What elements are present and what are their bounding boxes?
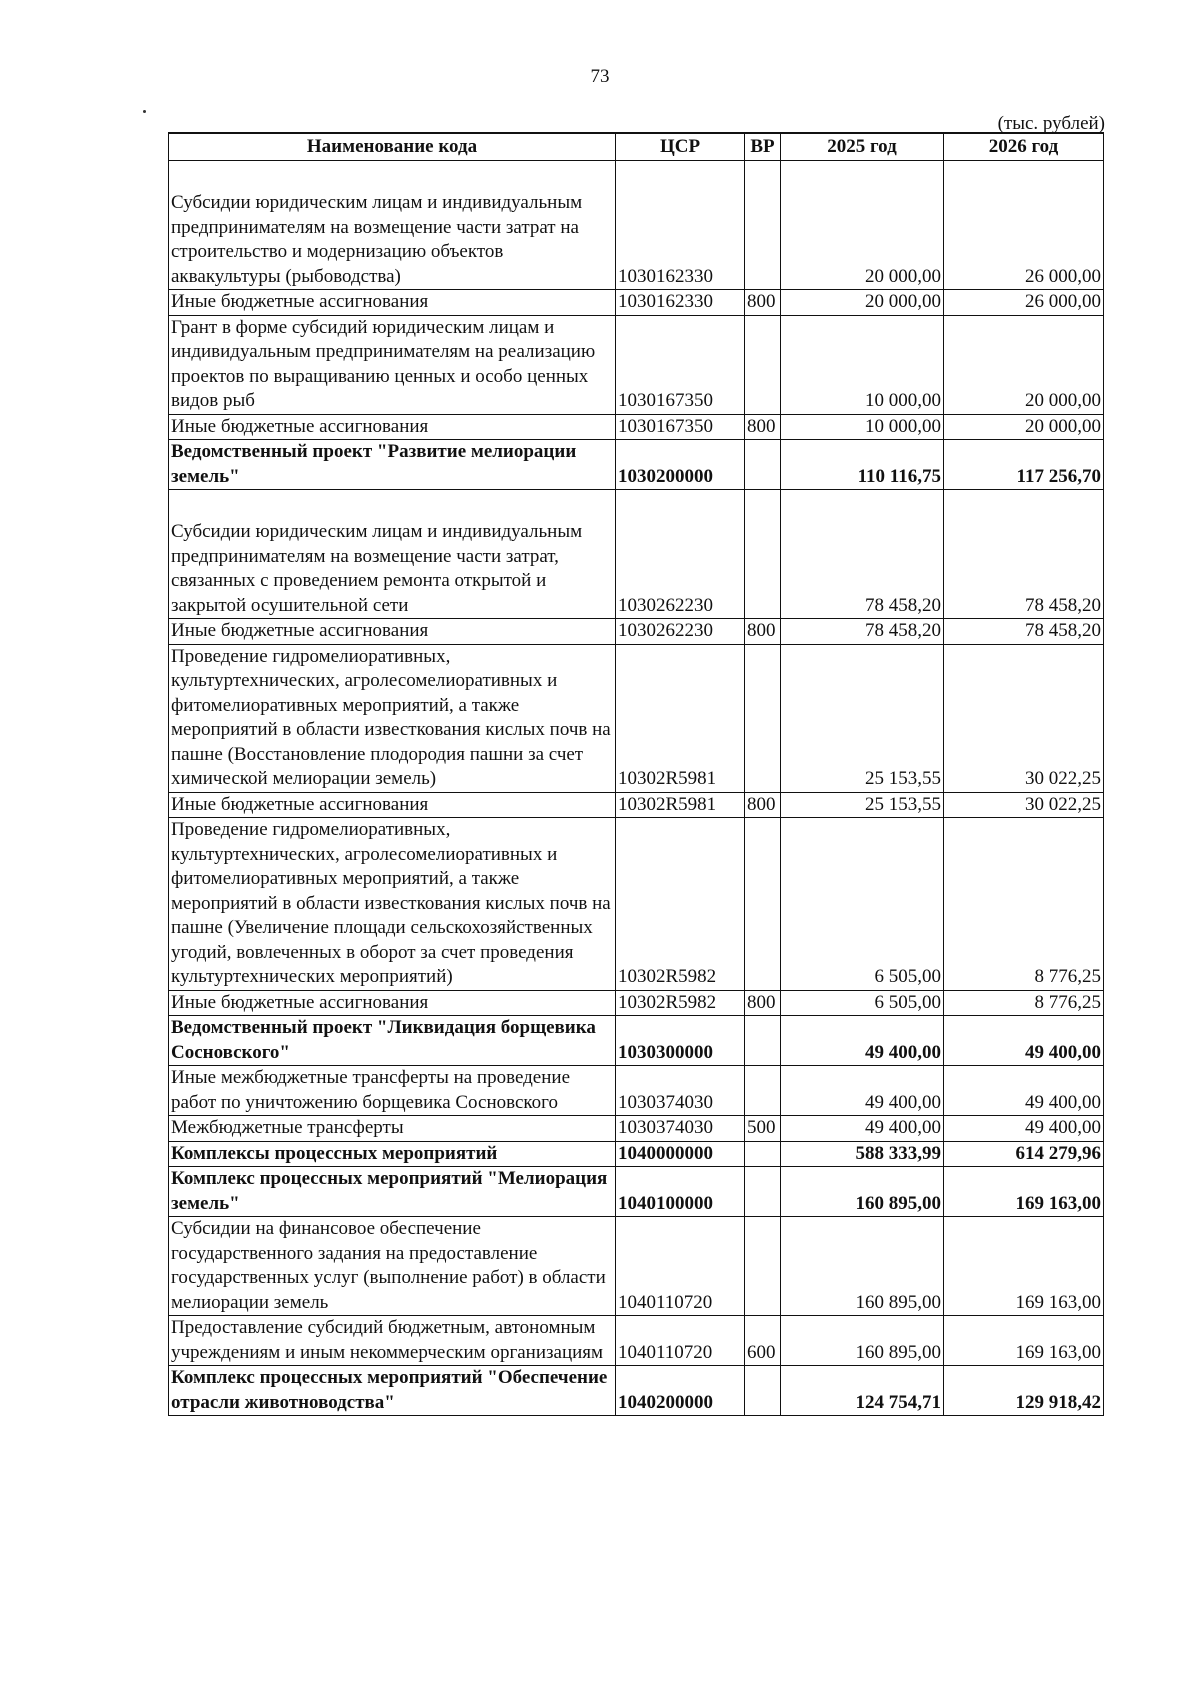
cell-2026: 20 000,00	[944, 315, 1104, 414]
cell-2026: 49 400,00	[944, 1066, 1104, 1116]
cell-vr	[745, 1366, 781, 1416]
cell-vr: 800	[745, 414, 781, 440]
cell-2026: 78 458,20	[944, 520, 1104, 619]
cell-2025: 49 400,00	[781, 1116, 944, 1142]
spacer-cell	[944, 490, 1104, 521]
table-spacer-row	[169, 490, 1104, 521]
cell-csr: 1030262230	[616, 520, 745, 619]
cell-2025: 78 458,20	[781, 619, 944, 645]
spacer-cell	[781, 490, 944, 521]
spacer-cell	[169, 161, 616, 192]
cell-name: Ведомственный проект "Развитие мелиорации земель"	[169, 440, 616, 490]
cell-vr: 500	[745, 1116, 781, 1142]
cell-vr	[745, 440, 781, 490]
cell-csr: 10302R5981	[616, 792, 745, 818]
spacer-cell	[616, 490, 745, 521]
cell-name: Межбюджетные трансферты	[169, 1116, 616, 1142]
cell-name: Субсидии юридическим лицам и индивидуальным предпринимателям на возмещение части затрат, связанных с проведением ремонта открытой и закрытой осушительной сети	[169, 520, 616, 619]
table-header	[169, 133, 1104, 161]
cell-vr	[745, 1167, 781, 1217]
table-row	[169, 990, 1104, 1016]
cell-csr: 1040110720	[616, 1217, 745, 1316]
cell-csr: 1030262230	[616, 619, 745, 645]
cell-name: Иные бюджетные ассигнования	[169, 990, 616, 1016]
cell-name: Иные бюджетные ассигнования	[169, 290, 616, 316]
cell-csr: 1040000000	[616, 1141, 745, 1167]
table-spacer-row	[169, 161, 1104, 192]
cell-2025: 10 000,00	[781, 414, 944, 440]
cell-name: Грант в форме субсидий юридическим лицам и индивидуальным предпринимателям на реализацию проектов по выращиванию ценных и особо ценных видов рыб	[169, 315, 616, 414]
table-row	[169, 1167, 1104, 1217]
cell-2025: 20 000,00	[781, 290, 944, 316]
header-2026: 2026 год	[944, 133, 1104, 161]
cell-2026: 169 163,00	[944, 1316, 1104, 1366]
cell-vr: 800	[745, 990, 781, 1016]
table-row	[169, 520, 1104, 619]
table-row	[169, 1066, 1104, 1116]
cell-name: Иные межбюджетные трансферты на проведение работ по уничтожению борщевика Сосновского	[169, 1066, 616, 1116]
scan-dot	[143, 110, 146, 113]
cell-vr	[745, 520, 781, 619]
table-row	[169, 290, 1104, 316]
spacer-cell	[781, 161, 944, 192]
cell-2025: 25 153,55	[781, 792, 944, 818]
cell-2025: 124 754,71	[781, 1366, 944, 1416]
cell-vr: 800	[745, 619, 781, 645]
cell-vr	[745, 1066, 781, 1116]
budget-table	[168, 132, 1104, 1416]
cell-csr: 10302R5982	[616, 990, 745, 1016]
cell-csr: 10302R5982	[616, 818, 745, 991]
spacer-cell	[745, 161, 781, 192]
spacer-cell	[745, 490, 781, 521]
table-row	[169, 1316, 1104, 1366]
cell-vr	[745, 644, 781, 792]
cell-name: Предоставление субсидий бюджетным, автономным учреждениям и иным некоммерческим организациям	[169, 1316, 616, 1366]
cell-2025: 78 458,20	[781, 520, 944, 619]
cell-2026: 169 163,00	[944, 1217, 1104, 1316]
cell-csr: 1030374030	[616, 1066, 745, 1116]
table-row	[169, 191, 1104, 290]
header-row	[169, 133, 1104, 161]
cell-name: Комплексы процессных мероприятий	[169, 1141, 616, 1167]
cell-vr	[745, 1141, 781, 1167]
cell-2026: 8 776,25	[944, 818, 1104, 991]
cell-2026: 169 163,00	[944, 1167, 1104, 1217]
header-vr: ВР	[745, 133, 781, 161]
table-row	[169, 440, 1104, 490]
table-row	[169, 818, 1104, 991]
cell-2026: 26 000,00	[944, 191, 1104, 290]
cell-2026: 117 256,70	[944, 440, 1104, 490]
units-label: (тыс. рублей)	[997, 113, 1105, 134]
cell-vr: 600	[745, 1316, 781, 1366]
table-row	[169, 1366, 1104, 1416]
cell-csr: 1030374030	[616, 1116, 745, 1142]
table-row	[169, 1141, 1104, 1167]
spacer-cell	[169, 490, 616, 521]
cell-2026: 8 776,25	[944, 990, 1104, 1016]
cell-csr: 1040100000	[616, 1167, 745, 1217]
cell-name: Комплекс процессных мероприятий "Обеспечение отрасли животноводства"	[169, 1366, 616, 1416]
table-row	[169, 619, 1104, 645]
cell-vr	[745, 1217, 781, 1316]
cell-2025: 6 505,00	[781, 818, 944, 991]
cell-2026: 49 400,00	[944, 1116, 1104, 1142]
cell-csr: 10302R5981	[616, 644, 745, 792]
cell-name: Иные бюджетные ассигнования	[169, 414, 616, 440]
cell-csr: 1030162330	[616, 191, 745, 290]
page-number: 73	[590, 66, 610, 87]
table-body	[169, 161, 1104, 1416]
cell-vr	[745, 1016, 781, 1066]
cell-csr: 1030300000	[616, 1016, 745, 1066]
cell-2025: 6 505,00	[781, 990, 944, 1016]
spacer-cell	[944, 161, 1104, 192]
cell-vr	[745, 191, 781, 290]
cell-csr: 1030200000	[616, 440, 745, 490]
cell-2026: 30 022,25	[944, 792, 1104, 818]
cell-2026: 30 022,25	[944, 644, 1104, 792]
cell-csr: 1030167350	[616, 414, 745, 440]
table-row	[169, 1116, 1104, 1142]
cell-2026: 78 458,20	[944, 619, 1104, 645]
table-row	[169, 644, 1104, 792]
cell-2025: 588 333,99	[781, 1141, 944, 1167]
cell-2025: 20 000,00	[781, 191, 944, 290]
cell-vr: 800	[745, 290, 781, 316]
cell-name: Субсидии на финансовое обеспечение государственного задания на предоставление государственных услуг (выполнение работ) в области мелиорации земель	[169, 1217, 616, 1316]
cell-csr: 1040200000	[616, 1366, 745, 1416]
cell-vr: 800	[745, 792, 781, 818]
table-row	[169, 792, 1104, 818]
cell-2026: 26 000,00	[944, 290, 1104, 316]
cell-name: Субсидии юридическим лицам и индивидуальным предпринимателям на возмещение части затрат на строительство и модернизацию объектов аквакультуры (рыбоводства)	[169, 191, 616, 290]
cell-2026: 614 279,96	[944, 1141, 1104, 1167]
cell-csr: 1030167350	[616, 315, 745, 414]
cell-csr: 1040110720	[616, 1316, 745, 1366]
cell-name: Комплекс процессных мероприятий "Мелиорация земель"	[169, 1167, 616, 1217]
table-row	[169, 414, 1104, 440]
cell-2025: 49 400,00	[781, 1066, 944, 1116]
header-2025: 2025 год	[781, 133, 944, 161]
header-name: Наименование кода	[169, 133, 616, 161]
cell-2026: 20 000,00	[944, 414, 1104, 440]
cell-vr	[745, 315, 781, 414]
cell-csr: 1030162330	[616, 290, 745, 316]
cell-name: Проведение гидромелиоративных, культуртехнических, агролесомелиоративных и фитомелиоративных мероприятий, а также мероприятий в области известкования кислых почв на пашне (Увеличение площади сельскохозяйственных угодий, вовлеченных в оборот за счет проведения культуртехнических мероприятий)	[169, 818, 616, 991]
cell-2025: 110 116,75	[781, 440, 944, 490]
header-csr: ЦСР	[616, 133, 745, 161]
table-row	[169, 315, 1104, 414]
cell-vr	[745, 818, 781, 991]
cell-name: Иные бюджетные ассигнования	[169, 619, 616, 645]
cell-name: Проведение гидромелиоративных, культуртехнических, агролесомелиоративных и фитомелиоративных мероприятий, а также мероприятий в области известкования кислых почв на пашне (Восстановление плодородия пашни за счет химической мелиорации земель)	[169, 644, 616, 792]
cell-2026: 129 918,42	[944, 1366, 1104, 1416]
cell-2025: 160 895,00	[781, 1217, 944, 1316]
spacer-cell	[616, 161, 745, 192]
cell-2025: 25 153,55	[781, 644, 944, 792]
cell-2025: 160 895,00	[781, 1167, 944, 1217]
cell-2025: 49 400,00	[781, 1016, 944, 1066]
cell-2026: 49 400,00	[944, 1016, 1104, 1066]
cell-name: Иные бюджетные ассигнования	[169, 792, 616, 818]
cell-name: Ведомственный проект "Ликвидация борщевика Сосновского"	[169, 1016, 616, 1066]
cell-2025: 10 000,00	[781, 315, 944, 414]
table-row	[169, 1016, 1104, 1066]
cell-2025: 160 895,00	[781, 1316, 944, 1366]
table-row	[169, 1217, 1104, 1316]
